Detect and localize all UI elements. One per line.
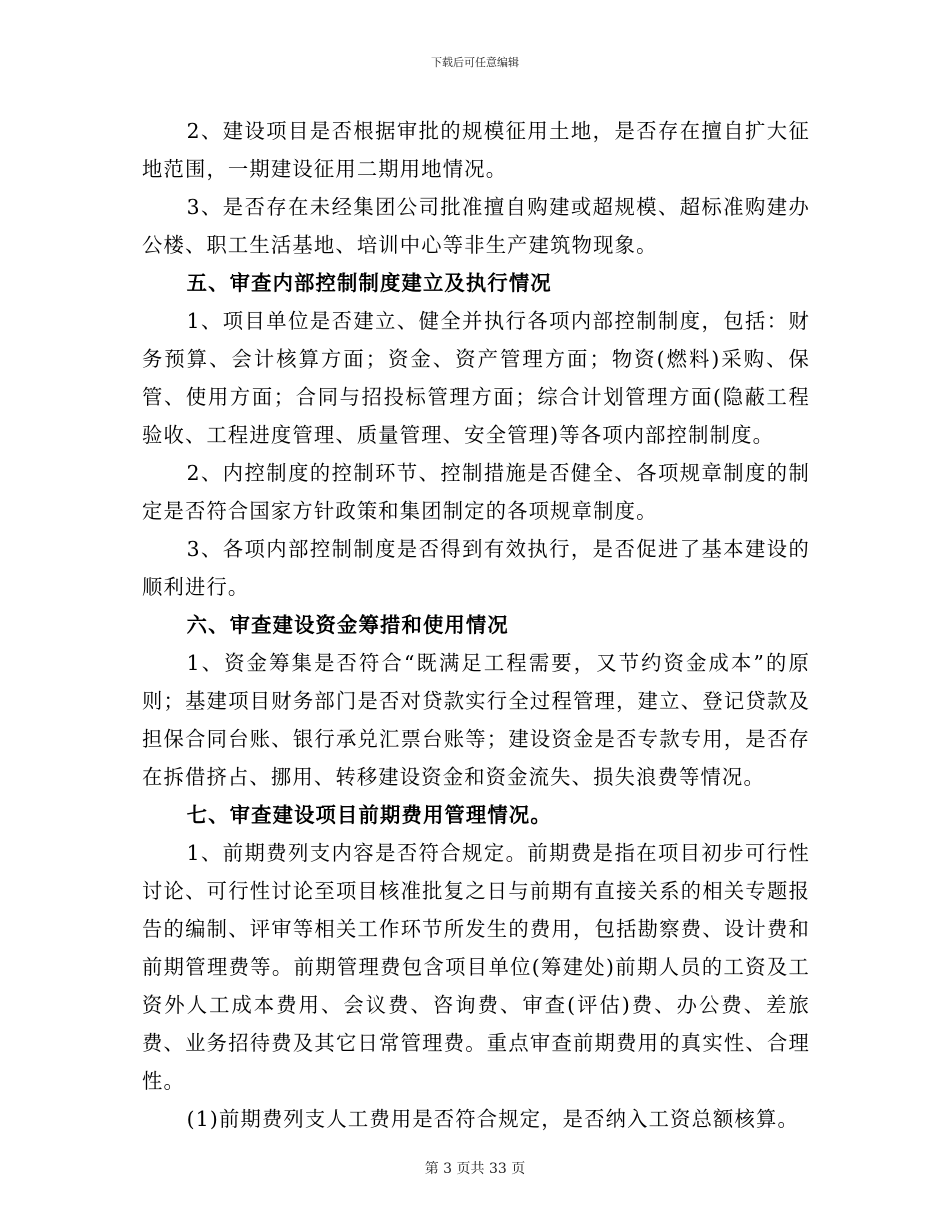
document-body xyxy=(142,112,810,1138)
paragraph-5-2: 2、内控制度的控制环节、控制措施是否健全、各项规章制度的制定是否符合国家方针政策和集团制定的各项规章制度。 xyxy=(142,461,810,523)
page-footer: 第 3 页共 33 页 xyxy=(424,1161,526,1177)
paragraph-6-1: 1、资金筹集是否符合“既满足工程需要，又节约资金成本”的原则；基建项目财务部门是否对贷款实行全过程管理，建立、登记贷款及担保合同台账、银行承兑汇票台账等；建设资金是否专款专用，是否存在拆借挤占、挪用、转移建设资金和资金流失、损失浪费等情况。 xyxy=(142,651,810,789)
page-header: 下载后可任意编辑 xyxy=(431,56,519,69)
section-heading-5: 五、审查内部控制制度建立及执行情况 xyxy=(186,271,552,295)
paragraph-3-nonproduction-buildings: 3、是否存在未经集团公司批准擅自购建或超规模、超标准购建办公楼、职工生活基地、培训中心等非生产建筑物现象。 xyxy=(142,195,810,257)
section-heading-6: 六、审查建设资金筹措和使用情况 xyxy=(186,613,509,637)
paragraph-7-1-1: (1)前期费列支人工费用是否符合规定，是否纳入工资总额核算。 xyxy=(186,1107,799,1131)
paragraph-2-land-use: 2、建设项目是否根据审批的规模征用土地，是否存在擅自扩大征地范围，一期建设征用二期用地情况。 xyxy=(142,119,810,181)
paragraph-5-3: 3、各项内部控制制度是否得到有效执行，是否促进了基本建设的顺利进行。 xyxy=(142,537,810,599)
paragraph-5-1: 1、项目单位是否建立、健全并执行各项内部控制制度，包括：财务预算、会计核算方面；资金、资产管理方面；物资(燃料)采购、保管、使用方面；合同与招投标管理方面；综合计划管理方面(隐蔽工程验收、工程进度管理、质量管理、安全管理)等各项内部控制制度。 xyxy=(142,309,810,447)
paragraph-7-1: 1、前期费列支内容是否符合规定。前期费是指在项目初步可行性讨论、可行性讨论至项目核准批复之日与前期有直接关系的相关专题报告的编制、评审等相关工作环节所发生的费用，包括勘察费、设计费和前期管理费等。前期管理费包含项目单位(筹建处)前期人员的工资及工资外人工成本费用、会议费、咨询费、审查(评估)费、办公费、差旅费、业务招待费及其它日常管理费。重点审查前期费用的真实性、合理性。 xyxy=(142,841,810,1093)
section-heading-7: 七、审查建设项目前期费用管理情况。 xyxy=(186,803,552,827)
